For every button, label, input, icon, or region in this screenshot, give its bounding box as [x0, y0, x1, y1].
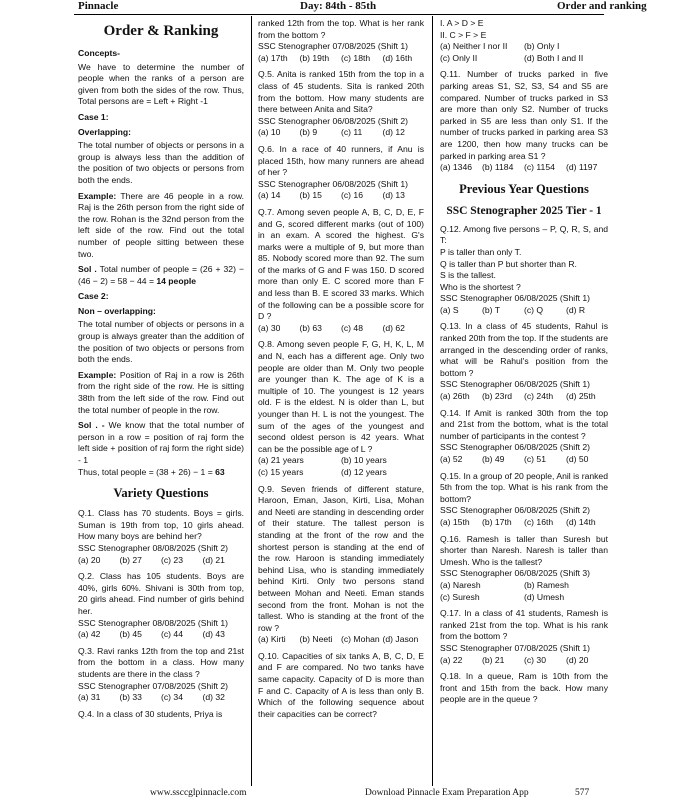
solution-2-result: [78, 467, 244, 479]
footer-app-promo: Download Pinnacle Exam Preparation App: [365, 788, 529, 798]
option: (c) 11: [341, 127, 363, 138]
option: (d) 21: [202, 554, 225, 565]
option: (d) 13: [382, 190, 405, 201]
option: (a) 17th: [258, 52, 288, 63]
option: (b) 63: [299, 322, 322, 333]
example-2: [78, 370, 244, 416]
question-1: Q.1. Class has 70 students. Boys = girls. Suman is 19th from top, 10 girls ahead. How many boys are behind her?: [78, 508, 244, 542]
solution-1: [78, 264, 244, 287]
option: (c) 51: [524, 454, 546, 464]
option: (c) 16th: [524, 516, 554, 527]
option: (d) 1197: [566, 162, 598, 173]
question-8: Q.8. Among seven people F, G, H, K, L, M and N, each has a different age. Only two people are older than M. Only two people are younger than K. The age of K is a multiple of 10. The youngest is 12 years old. F is the eldest. N is older than L, but younger than H. L is not the youngest. The sum of the ages of the youngest and second oldest person is 42 years. What can be the possible age of L ?: [258, 339, 424, 454]
option: (b) 19th: [299, 52, 330, 63]
question-16: Q.16. Ramesh is taller than Suresh but shorter than Naresh. Naresh is taller than Umesh. Who is the tallest?: [440, 533, 608, 567]
question-6: Q.6. In a race of 40 runners, if Anu is placed 15th, how many runners are ahead of her ?: [258, 143, 424, 178]
option: (b) 1184: [482, 162, 514, 173]
solution-2: [78, 420, 244, 466]
footer-website[interactable]: www.ssccglpinnacle.com: [150, 788, 247, 798]
statement: P is taller than only T.: [440, 246, 522, 257]
statement: II. C > F > E: [440, 29, 487, 40]
option: (d) 32: [202, 692, 225, 703]
option: (d) 12: [382, 127, 405, 138]
question-13: Q.13. In a class of 45 students, Rahul is ranked 20th from the top. If the students are arranged in the descending order of ranks, what will be Rahul's position from the bottom ?: [440, 321, 608, 378]
overlapping-text: The total number of objects or persons in a group is always less than the addition of the position of two objects or persons from both the ends.: [78, 140, 244, 185]
option: (c) 30: [524, 654, 546, 665]
options: [440, 391, 608, 403]
question-source: SSC Stenographer 06/08/2025 (Shift 2): [440, 505, 591, 516]
option: (c) 44: [161, 629, 183, 640]
options: [78, 555, 244, 567]
option: (d) 43: [202, 629, 225, 640]
concepts-label: Concepts-: [78, 48, 121, 58]
option: (a) 30: [258, 322, 281, 333]
option: (b) 45: [119, 629, 142, 640]
question-source: SSC Stenographer 08/08/2025 (Shift 2): [78, 542, 229, 553]
option: (c) 48: [341, 322, 363, 333]
question-source: SSC Stenographer 06/08/2025 (Shift 2): [440, 442, 591, 453]
option: (d) 14th: [566, 516, 596, 527]
option: (a) Naresh: [440, 579, 481, 590]
question-source: SSC Stenographer 06/08/2025 (Shift 1): [440, 293, 591, 304]
question-12: Q.12. Among five persons – P, Q, R, S, and T:: [440, 223, 608, 246]
question-source: SSC Stenographer 06/08/2025 (Shift 1): [258, 178, 409, 189]
options: [258, 455, 424, 478]
option: (b) 9: [299, 127, 318, 138]
option: (d) 16th: [382, 52, 413, 63]
question-source: SSC Stenographer 07/08/2025 (Shift 1): [258, 41, 409, 52]
column-divider: [432, 16, 433, 786]
option: (c) 34: [161, 692, 183, 703]
options: [440, 655, 608, 667]
option: (b) 21: [482, 654, 505, 665]
column-1: [78, 18, 244, 720]
option: (d) Jason: [382, 634, 419, 645]
page-title: Order & Ranking: [103, 23, 219, 39]
options: [258, 127, 424, 139]
option: (c) 15 years: [258, 466, 304, 477]
example-label: Example:: [78, 190, 117, 201]
option: (a) 21 years: [258, 455, 304, 466]
question-source: SSC Stenographer 06/08/2025 (Shift 1): [440, 379, 591, 390]
solution-text: Thus, total people = (38 + 26) − 1 =: [78, 466, 216, 477]
question-15: Q.15. In a group of 20 people, Anil is ranked 5th from the top. What is his rank from the bottom?: [440, 470, 608, 504]
solution-answer: 63: [215, 466, 225, 477]
options: [440, 41, 608, 64]
option: (b) 33: [119, 692, 142, 703]
question-2: Q.2. Class has 105 students. Boys are 40%, girls 60%. Shivani is 30th from top, 20 girls ahead. Find number of girls behind her.: [78, 571, 244, 616]
options: [440, 162, 608, 174]
nonoverlap-label: Non – overlapping:: [78, 305, 156, 316]
question-7: Q.7. Among seven people A, B, C, D, E, F and G, scored different marks (out of 100) in an exam. A scored the highest. G's marks were a multiple of 9, but more than 85. Nobody scored more than 92. The sum of the marks of G and F was 150. D scored more than only E. C scored more than F and less than B. E scored 33 marks. Which of the following can be a possible score for D ?: [258, 206, 424, 322]
option: (b) 49: [482, 454, 505, 464]
page-footer: [0, 788, 683, 800]
option: (d) Umesh: [524, 591, 565, 602]
overlapping-label: Overlapping:: [78, 126, 132, 137]
option: (b) 10 years: [341, 455, 387, 466]
question-source: SSC Stenographer 07/08/2025 (Shift 1): [440, 642, 591, 653]
page-number: 577: [575, 788, 590, 798]
statement: Q is taller than P but shorter than R.: [440, 258, 577, 269]
option: (a) 26th: [440, 391, 470, 402]
solution-text: Total number of people = (26 + 32) − (46 − 2) = 58 − 44 =: [78, 264, 244, 286]
question-source: SSC Stenographer 06/08/2025 (Shift 2): [258, 115, 409, 126]
solution-label: Sol . -: [78, 420, 105, 431]
question-9: Q.9. Seven friends of different stature, Haroon, Eman, Jason, Kirti, Lisa, Mohan and Neeti are standing in descending order of their stature. The tallest person is standing at the front of the row and the shortest person is standing at the end of the row. Haroon is standing immediately behind Lisa, who is standing immediately behind Kirti. Only two persons stand between Mohan and Neeti. Eman stands second from the front. Mohan is not the tallest. Who is standing at the front of the row ?: [258, 483, 424, 633]
option: (b) T: [482, 304, 500, 315]
options: [78, 692, 244, 704]
question-11: Q.11. Number of trucks parked in five parking areas S1, S2, S3, S4 and S5 are compared. Number of trucks parked in S3 are more than only S2. Number of trucks parked in S5 are less than only S1. If the number of trucks parked in parking area S3 are 1200, then how many trucks can be parked in parking area S1 ?: [440, 69, 608, 161]
option: (a) 42: [78, 629, 101, 640]
question-3: Q.3. Ravi ranks 12th from the top and 21st from the bottom in a class. How many students are there in the class ?: [78, 645, 244, 679]
example-text: There are 46 people in a row. Raj is the 26th person from the right side of the row. Rohan is the 32nd person from the left side of the row. Find out the total number of people sitting between these two.: [78, 190, 244, 259]
solution-label: Sol .: [78, 264, 97, 275]
option: (a) Neither I nor II: [440, 41, 508, 52]
header-divider: [74, 14, 604, 15]
statement: S is the tallest.: [440, 270, 496, 281]
question-4: Q.4. In a class of 30 students, Priya is: [78, 708, 223, 719]
option: (d) 50: [566, 454, 589, 464]
question-14: Q.14. If Amit is ranked 30th from the top and 21st from the bottom, what is the total number of participants in the contest ?: [440, 407, 608, 441]
page-header: [0, 0, 683, 14]
option: (a) 10: [258, 127, 281, 138]
option: (d) 12 years: [341, 466, 387, 477]
concepts-text: We have to determine the number of people when the ranks of a person are given from both the sides of the row. Thus, Total persons are = Left + Right -1: [78, 61, 244, 107]
option: (c) 24th: [524, 391, 554, 402]
case1-label: Case 1:: [78, 111, 109, 122]
option: (c) 16: [341, 190, 363, 201]
options: [440, 517, 608, 529]
option: (c) 18th: [341, 52, 371, 63]
option: (d) 62: [382, 322, 405, 333]
question-5: Q.5. Anita is ranked 15th from the top in a class of 45 students. Sita is ranked 20th from the bottom. How many students are there between Anita and Sita?: [258, 69, 424, 115]
option: (a) 31: [78, 692, 101, 703]
option: (d) 25th: [566, 391, 596, 402]
option: (b) Only I: [524, 41, 560, 52]
question-source: SSC Stenographer 07/08/2025 (Shift 2): [78, 680, 229, 691]
options: [440, 305, 608, 317]
case2-label: Case 2:: [78, 291, 109, 302]
question-18: Q.18. In a queue, Ram is 10th from the front and 15th from the back. How many people are in the queue ?: [440, 671, 608, 705]
option: (a) 14: [258, 190, 281, 201]
options: [78, 629, 244, 641]
option: (c) Q: [524, 304, 544, 315]
example-1: [78, 191, 244, 261]
option: (c) 1154: [524, 162, 555, 173]
section-title: Variety Questions: [113, 486, 209, 501]
question-10: Q.10. Capacities of six tanks A, B, C, D, E and F are compared. No two tanks have same capacity. Capacity of D is more than F and C. Capacity of A is less than only B. Which of the following sequence about their capacities can be correct?: [258, 650, 424, 719]
option: (c) Mohan: [341, 634, 380, 645]
option: (d) Both I and II: [524, 52, 584, 63]
option: (c) 23: [161, 554, 183, 565]
solution-answer: 14 people: [156, 275, 197, 286]
option: (b) 27: [119, 554, 142, 565]
option: (a) Kirti: [258, 634, 286, 645]
question-17: Q.17. In a class of 41 students, Ramesh is ranked 21st from the top. What is his rank from the bottom ?: [440, 608, 608, 642]
option: (c) Suresh: [440, 591, 480, 602]
header-brand: Pinnacle: [78, 0, 119, 12]
example-text: Position of Raj in a row is 26th from the right side of the row. He is sitting 38th from the left side of the row. Find out the total number of people in the row.: [78, 369, 244, 415]
option: (d) 20: [566, 654, 589, 665]
question-source: SSC Stenographer 08/08/2025 (Shift 1): [78, 617, 229, 628]
options: [440, 580, 608, 603]
question-source: SSC Stenographer 06/08/2025 (Shift 3): [440, 568, 591, 579]
options: [258, 634, 424, 646]
solution-text: We know that the total number of person in a row = position of raj form the left side + position of raj form the right side) - 1: [78, 420, 244, 465]
header-topic: Order and ranking: [557, 0, 647, 12]
option: (a) 22: [440, 654, 463, 665]
subsection-title: SSC Stenographer 2025 Tier - 1: [446, 204, 602, 217]
option: (b) 23rd: [482, 391, 513, 402]
option: (a) 15th: [440, 516, 470, 527]
option: (d) R: [566, 304, 586, 315]
option: (a) 1346: [440, 162, 473, 173]
options: [258, 53, 424, 65]
options: [258, 190, 424, 202]
statement: Who is the shortest ?: [440, 281, 521, 292]
question-4-cont: ranked 12th from the top. What is her rank from the bottom ?: [258, 18, 424, 40]
section-title: Previous Year Questions: [459, 181, 589, 196]
option: (b) Ramesh: [524, 579, 569, 590]
option: (a) 20: [78, 554, 101, 565]
example-label: Example:: [78, 369, 117, 380]
options: [440, 454, 608, 466]
option: (a) S: [440, 304, 459, 315]
column-3: [440, 18, 608, 706]
option: (b) 17th: [482, 516, 512, 527]
option: (a) 52: [440, 454, 463, 464]
nonoverlap-text: The total number of objects or persons in a group is always greater than the addition of the position of two objects or persons from both the ends.: [78, 319, 244, 365]
header-day: Day: 84th - 85th: [300, 0, 377, 12]
option: (b) Neeti: [299, 634, 333, 645]
option: (b) 15: [299, 190, 322, 201]
column-2: [258, 18, 424, 720]
options: [258, 323, 424, 335]
column-divider: [251, 16, 252, 786]
option: (c) Only II: [440, 52, 478, 63]
statement: I. A > D > E: [440, 18, 484, 28]
